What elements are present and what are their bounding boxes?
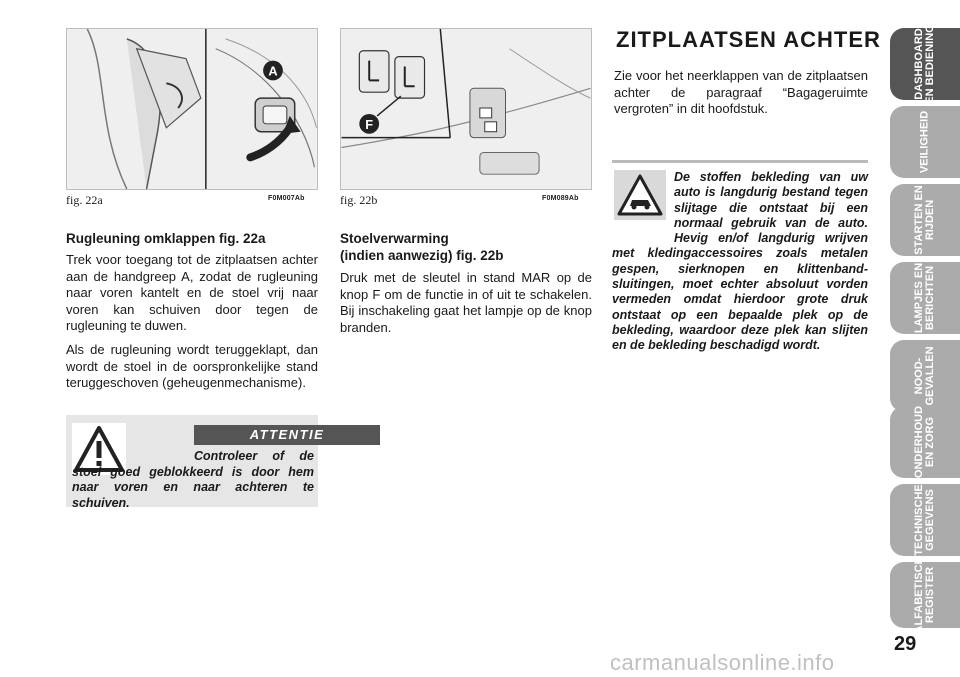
tab-label: VEILIGHEID (918, 110, 931, 174)
icon-spacer (612, 170, 674, 246)
callout-a: A (268, 63, 278, 79)
figure-22b-caption: fig. 22b (340, 193, 378, 207)
paragraph-fold-backrest-1: Trek voor toegang tot de zitplaatsen achter aan de handgreep A, zodat de rugleuning naar voren kantelt en de stoel vrij naar voren kan schuiven door tegen de rugleuning te duwen. (66, 252, 318, 333)
tab-starten-en-rijden[interactable] (890, 184, 960, 256)
seat-heating-heading-line2: (indien aanwezig) fig. 22b (340, 248, 504, 263)
paragraph-rear-seats-intro: Zie voor het neerklappen van de zitplaatsen achter de paragraaf “Bagageruimte vergroten” in dit hoofdstuk. (614, 68, 868, 116)
tab-label: TECHNISCHE GEGEVENS (913, 484, 936, 556)
figure-22a-code: F0M007Ab (268, 195, 305, 202)
tab-onderhoud-en-zorg[interactable] (890, 406, 960, 478)
tab-label: ONDERHOUD EN ZORG (913, 405, 936, 479)
section-heading-seat-heating (340, 230, 592, 264)
watermark: carmanualsonline.info (610, 650, 835, 675)
tab-label: NOOD- GEVALLEN (913, 346, 936, 406)
page-title: ZITPLAATSEN ACHTER (616, 27, 881, 52)
tab-noodgevallen[interactable] (890, 340, 960, 412)
warning-divider (612, 160, 868, 163)
paragraph-fold-backrest-2: Als de rugleuning wordt teruggeklapt, dan wordt de stoel in de oorspronkelijke stand teruggeschoven (geheugenmechanisme). (66, 342, 318, 390)
seat-handle-illustration (67, 29, 317, 189)
tab-label: STARTEN EN RIJDEN (913, 185, 936, 255)
callout-f: F (365, 116, 374, 132)
tab-technische-gegevens[interactable] (890, 484, 960, 556)
tab-lampjes-en-berichten[interactable] (890, 262, 960, 334)
fabric-warning-body: De stoffen bekleding van uw auto is langdurig bestand tegen slijtage die ontstaat bij een normaal gebruik van de auto. Hevig en/of langdurig wrijven met kledingaccessoires zoals metalen gespen, sierknopen en klittenbandsluitingen, moet echter absoluut vorden vermeden omdat hierdoor grote druk ontstaat op een bepaalde plek op de bekleding, waardoor deze plek kan slijten en de bekleding beschadigd wordt. (612, 170, 868, 353)
tab-label: DASHBOARD EN BEDIENING (913, 24, 936, 104)
fabric-warning-box (612, 160, 868, 380)
attention-text: Controleer of de stoel goed geblokkeerd is door hem naar voren en naar achteren te schuiven. (72, 449, 314, 510)
attention-box (66, 415, 325, 510)
section-heading-fold-backrest: Rugleuning omklappen fig. 22a (66, 231, 266, 246)
seat-heating-heading-line1: Stoelverwarming (340, 231, 449, 246)
figure-22a-caption: fig. 22a (66, 193, 103, 207)
figure-22b-code: F0M089Ab (542, 195, 579, 202)
attention-label: ATTENTIE (194, 425, 380, 445)
page-number: 29 (894, 633, 917, 655)
figure-22a (66, 28, 318, 190)
seat-heating-switch-illustration (341, 29, 591, 189)
fabric-warning-text (612, 170, 868, 354)
tab-veiligheid[interactable] (890, 106, 960, 178)
tab-dashboard-en-bediening[interactable] (890, 24, 960, 104)
paragraph-seat-heating: Druk met de sleutel in stand MAR op de knop F om de functie in of uit te schakelen. Bij inschakeling gaat het lampje op de knop branden. (340, 270, 592, 335)
tab-label: ALFABETISCH REGISTER (913, 556, 936, 634)
tab-label: LAMPJES EN BERICHTEN (913, 262, 936, 334)
tab-alfabetisch-register[interactable] (890, 556, 960, 634)
figure-22b (340, 28, 592, 190)
